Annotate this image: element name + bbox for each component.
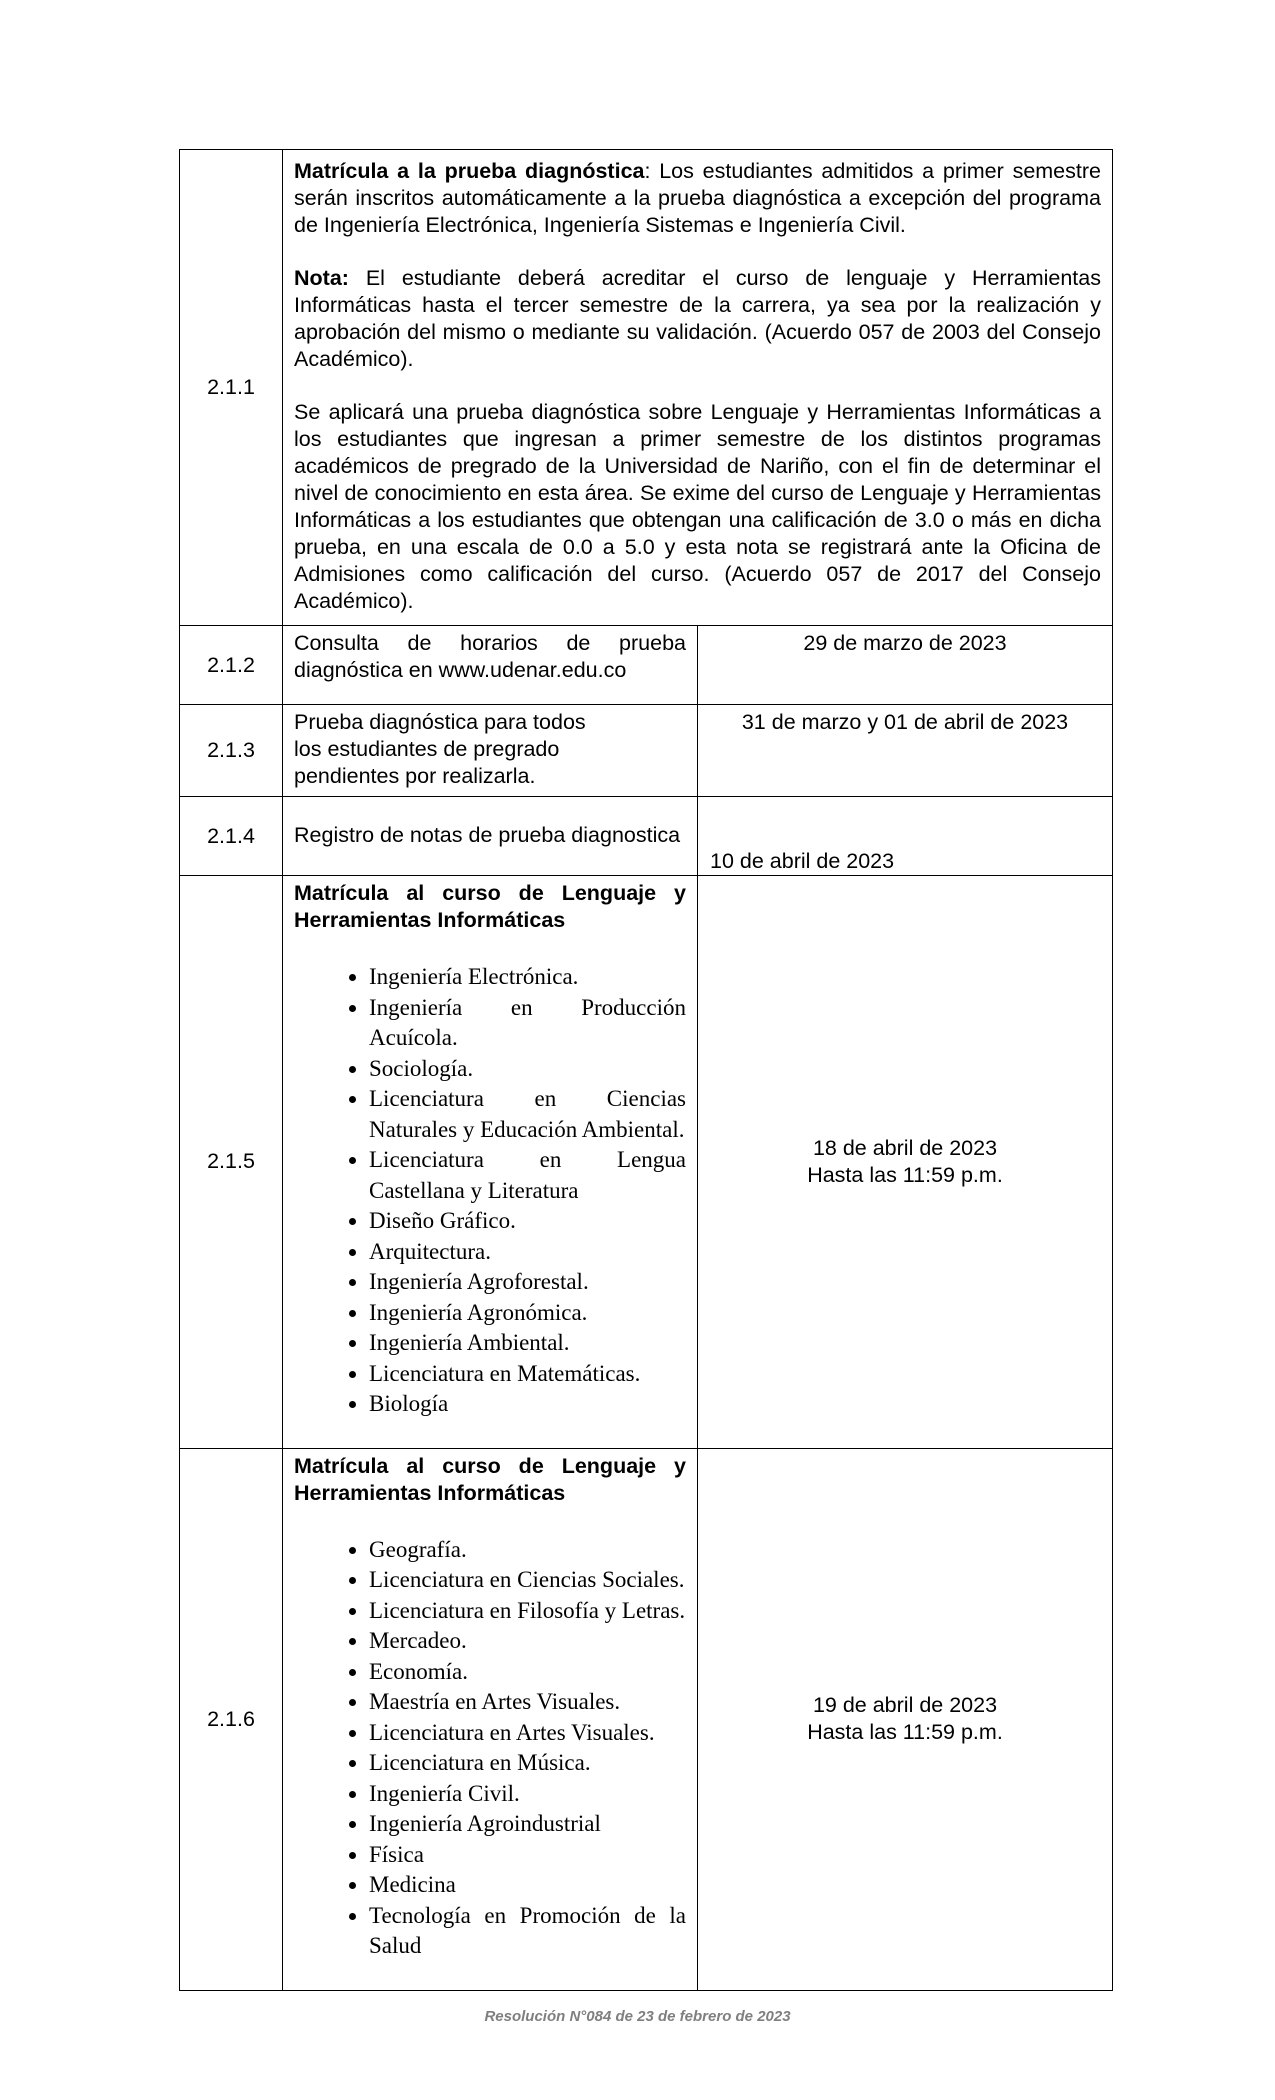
list-item: • Licenciatura en Ciencias Naturales y Educación Ambiental.	[369, 1084, 686, 1145]
page-footer: Resolución N°084 de 23 de febrero de 2023	[484, 2008, 791, 2025]
row-date: 29 de marzo de 2023	[698, 626, 1113, 705]
program-list	[294, 962, 686, 1420]
table-row	[180, 797, 1113, 876]
list-item: • Ingeniería Electrónica.	[369, 962, 686, 993]
list-item: • Licenciatura en Música.	[369, 1748, 686, 1779]
list-item: • Ingeniería Agroindustrial	[369, 1809, 686, 1840]
list-item: • Maestría en Artes Visuales.	[369, 1687, 686, 1718]
list-item: • Arquitectura.	[369, 1237, 686, 1268]
list-item: • Licenciatura en Ciencias Sociales.	[369, 1565, 686, 1596]
bold-label: Matrícula a la prueba diagnóstica	[294, 159, 645, 183]
time-text: Hasta las 11:59 p.m.	[807, 1720, 1003, 1744]
row-number: 2.1.2	[180, 626, 283, 705]
row-date: 31 de marzo y 01 de abril de 2023	[698, 705, 1113, 797]
date-text: 19 de abril de 2023	[812, 1693, 998, 1717]
program-list	[294, 1535, 686, 1962]
row-description: Prueba diagnóstica para todos los estudiantes de pregrado pendientes por realizarla.	[283, 705, 698, 797]
row-date: 10 de abril de 2023	[698, 797, 1113, 876]
schedule-table	[179, 149, 1113, 1991]
table-row	[180, 705, 1113, 797]
row-description	[283, 150, 1113, 626]
list-item: • Ingeniería en Producción Acuícola.	[369, 993, 686, 1054]
bold-label: Nota:	[294, 266, 349, 290]
row-description: Consulta de horarios de prueba diagnóstica en www.udenar.edu.co	[283, 626, 698, 705]
paragraph	[294, 158, 1101, 239]
table-row	[180, 150, 1113, 626]
paragraph	[294, 265, 1101, 373]
table-row	[180, 876, 1113, 1449]
list-item: • Ingeniería Ambiental.	[369, 1328, 686, 1359]
list-item: • Licenciatura en Lengua Castellana y Literatura	[369, 1145, 686, 1206]
date-text: 18 de abril de 2023	[812, 1135, 998, 1160]
list-item: • Ingeniería Agronómica.	[369, 1298, 686, 1329]
list-item: • Sociología.	[369, 1054, 686, 1085]
time-text: Hasta las 11:59 p.m.	[807, 1162, 1003, 1187]
list-item: • Medicina	[369, 1870, 686, 1901]
row-number: 2.1.4	[180, 797, 283, 876]
list-item: • Diseño Gráfico.	[369, 1206, 686, 1237]
row-heading: Matrícula al curso de Lenguaje y Herramientas Informáticas	[294, 1453, 686, 1505]
row-date	[698, 1448, 1113, 1990]
list-item: • Ingeniería Civil.	[369, 1779, 686, 1810]
row-number: 2.1.1	[180, 150, 283, 626]
list-item: • Geografía.	[369, 1535, 686, 1566]
paragraph: Se aplicará una prueba diagnóstica sobre Lenguaje y Herramientas Informáticas a los estudiantes que ingresan a primer semestre de los distintos programas académicos de pregrado de la Universidad de Nariño, con el fin de determinar el nivel de conocimiento en esta área. Se exime del curso de Lenguaje y Herramientas Informáticas a los estudiantes que obtengan una calificación de 3.0 o más en dicha prueba, en una escala de 0.0 a 5.0 y esta nota se registrará ante la Oficina de Admisiones como calificación del curso. (Acuerdo 057 de 2017 del Consejo Académico).	[294, 400, 1101, 613]
paragraph-text: : Los estudiantes admitidos a primer semestre serán inscritos automáticamente a la prueba diagnóstica a excepción del programa de Ingeniería Electrónica, Ingeniería Sistemas e Ingeniería Civil.	[294, 159, 1101, 237]
list-item: • Licenciatura en Filosofía y Letras.	[369, 1596, 686, 1627]
row-number: 2.1.3	[180, 705, 283, 797]
row-description: Registro de notas de prueba diagnostica	[283, 797, 698, 876]
row-number: 2.1.5	[180, 876, 283, 1449]
list-item: • Licenciatura en Artes Visuales.	[369, 1718, 686, 1749]
list-item: • Mercadeo.	[369, 1626, 686, 1657]
list-item: • Economía.	[369, 1657, 686, 1688]
paragraph-text: El estudiante deberá acreditar el curso de lenguaje y Herramientas Informáticas hasta el tercer semestre de la carrera, ya sea por la realización y aprobación del mismo o mediante su validación. (Acuerdo 057 de 2003 del Consejo Académico).	[294, 266, 1101, 371]
list-item: • Ingeniería Agroforestal.	[369, 1267, 686, 1298]
table-row	[180, 626, 1113, 705]
table-row	[180, 1448, 1113, 1990]
row-description	[283, 1448, 698, 1990]
row-date	[698, 876, 1113, 1449]
row-number: 2.1.6	[180, 1448, 283, 1990]
list-item: • Licenciatura en Matemáticas.	[369, 1359, 686, 1390]
list-item: • Física	[369, 1840, 686, 1871]
row-heading: Matrícula al curso de Lenguaje y Herramientas Informáticas	[294, 881, 686, 932]
list-item: • Tecnología en Promoción de la Salud	[369, 1901, 686, 1962]
row-description	[283, 876, 698, 1449]
list-item: • Biología	[369, 1389, 686, 1420]
